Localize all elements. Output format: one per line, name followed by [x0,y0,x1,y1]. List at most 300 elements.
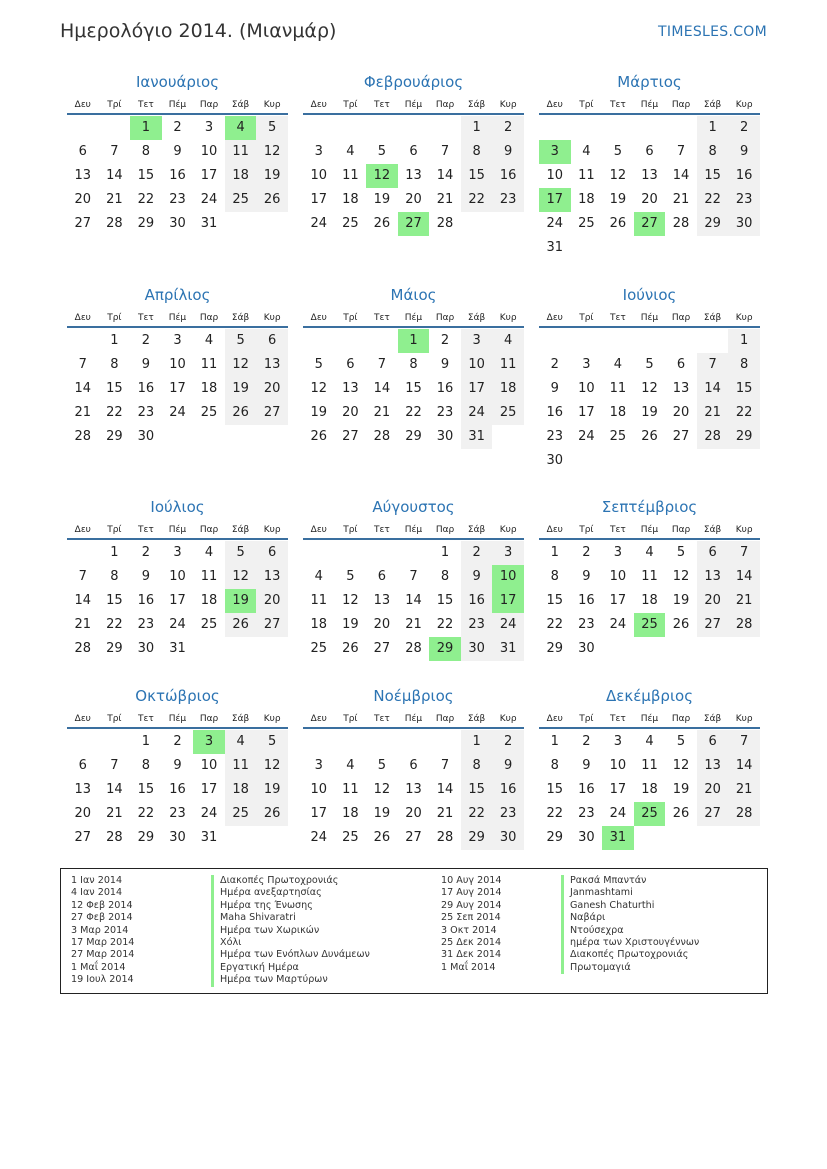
day-cell: 10 [578,381,595,396]
day-grid [67,116,288,236]
day-cell: 16 [436,381,454,396]
holiday-name: Ρακσά Μπαντάν [561,875,699,887]
holiday-date: 12 Φεβ 2014 [71,899,133,911]
day-cell: 22 [461,188,493,212]
weekday-label: Κυρ [499,525,517,535]
day-cell: 12 [310,381,328,396]
day-cell: 30 [169,830,186,845]
day-cell: 8 [461,754,493,778]
day-cell: 25 [578,216,595,231]
day-cell: 9 [440,357,450,372]
day-cell: 24 [609,806,627,821]
day-cell: 6 [409,758,418,773]
day-cell: 8 [110,569,119,584]
day-cell: 16 [578,782,595,797]
day-cell: 9 [461,565,493,589]
day-cell: 7 [377,357,387,372]
day-cell: 18 [641,782,658,797]
day-cell: 12 [342,593,359,608]
day-cell: 21 [436,806,454,821]
empty-cell [429,730,461,754]
empty-cell [665,116,697,140]
holiday-day-cell: 19 [225,589,257,613]
day-grid [303,329,524,449]
day-cell: 15 [106,381,123,396]
day-cell: 29 [546,830,564,845]
day-cell: 8 [461,140,493,164]
day-cell: 23 [169,806,186,821]
day-cell: 7 [440,144,450,159]
day-cell: 12 [225,353,257,377]
day-cell: 23 [492,802,524,826]
weekday-label: Τρί [343,100,358,110]
day-cell: 22 [436,617,454,632]
day-cell: 30 [546,453,564,468]
day-cell: 3 [461,329,493,353]
day-cell: 1 [110,333,119,348]
day-cell: 5 [676,545,686,560]
month-name: Οκτώβριος [135,687,220,705]
day-cell: 25 [342,830,359,845]
day-cell: 18 [342,806,359,821]
day-cell: 25 [200,405,218,420]
day-cell: 30 [169,216,186,231]
day-cell: 11 [225,140,257,164]
day-cell: 6 [256,541,288,565]
weekday-label: Τετ [610,525,626,535]
empty-cell [634,116,666,140]
month-name: Φεβρουάριος [363,73,464,91]
day-cell: 17 [200,168,218,183]
weekday-label: Τετ [138,714,154,724]
day-cell: 26 [225,401,257,425]
day-cell: 21 [697,401,729,425]
weekday-label: Πέμ [168,714,187,724]
weekday-label: Κυρ [263,714,281,724]
day-cell: 18 [200,593,218,608]
day-cell: 8 [697,140,729,164]
day-cell: 22 [106,617,123,632]
day-cell: 15 [546,593,564,608]
day-cell: 11 [225,754,257,778]
holiday-day-cell: 4 [225,116,257,140]
day-cell: 6 [256,329,288,353]
weekday-label: Τρί [579,714,594,724]
day-cell: 9 [582,569,591,584]
day-cell: 26 [342,641,359,656]
holiday-date: 29 Αυγ 2014 [441,899,502,911]
day-cell: 25 [225,188,257,212]
weekday-header [539,310,760,328]
day-cell: 3 [173,333,182,348]
day-cell: 26 [373,830,391,845]
day-cell: 26 [256,802,288,826]
day-cell: 26 [225,613,257,637]
weekday-label: Κυρ [263,100,281,110]
day-cell: 22 [461,802,493,826]
day-cell: 18 [578,192,595,207]
month-name: Απρίλιος [144,286,211,304]
weekday-label: Κυρ [735,525,753,535]
weekday-label: Σάβ [231,525,250,535]
day-cell: 17 [578,405,595,420]
day-cell: 5 [676,734,686,749]
holiday-name: Ganesh Chaturthi [561,900,699,912]
day-cell: 18 [310,617,328,632]
day-cell: 3 [204,120,214,135]
day-cell: 28 [74,641,92,656]
day-cell: 15 [728,377,760,401]
day-cell: 28 [106,830,123,845]
day-cell: 2 [141,333,151,348]
day-cell: 13 [697,754,729,778]
day-cell: 2 [492,730,524,754]
day-cell: 8 [440,569,450,584]
day-cell: 1 [440,545,450,560]
empty-cell [398,541,430,565]
day-cell: 1 [110,545,119,560]
day-cell: 10 [609,569,627,584]
day-cell: 19 [672,593,690,608]
day-cell: 30 [137,641,155,656]
month-calendar [303,285,524,449]
holiday-date: 27 Μαρ 2014 [71,949,135,961]
holiday-name: Ημέρα της Ένωσης [211,900,370,912]
day-cell: 15 [436,593,454,608]
weekday-label: Δευ [74,525,91,535]
day-cell: 7 [440,758,450,773]
day-cell: 30 [492,826,524,850]
weekday-label: Τετ [138,313,154,323]
day-cell: 20 [672,405,690,420]
empty-cell [303,116,335,140]
day-cell: 9 [492,754,524,778]
day-cell: 24 [546,216,564,231]
day-cell: 13 [373,593,391,608]
day-cell: 3 [492,541,524,565]
day-cell: 27 [74,830,92,845]
day-cell: 16 [137,593,155,608]
day-cell: 5 [225,541,257,565]
day-cell: 19 [225,377,257,401]
day-cell: 26 [310,429,328,444]
day-cell: 29 [697,212,729,236]
weekday-label: Τετ [374,714,390,724]
holiday-name: Πρωτομαγιά [561,962,699,974]
weekday-header [67,97,288,115]
empty-cell [67,116,99,140]
holiday-day-cell: 3 [539,140,571,164]
holiday-day-cell: 27 [398,212,430,236]
day-cell: 12 [609,168,627,183]
day-cell: 3 [314,144,323,159]
day-grid [539,541,760,661]
holiday-date: 17 Αυγ 2014 [441,887,502,899]
day-cell: 19 [672,782,690,797]
day-cell: 4 [204,333,214,348]
weekday-header [67,310,288,328]
day-cell: 24 [169,405,186,420]
weekday-label: Σάβ [703,313,722,323]
weekday-header [303,522,524,540]
weekday-label: Πέμ [168,313,187,323]
day-cell: 29 [137,216,155,231]
weekday-header [303,711,524,729]
day-cell: 9 [582,758,591,773]
weekday-header [303,310,524,328]
day-cell: 27 [672,429,690,444]
empty-cell [67,329,99,353]
weekday-label: Σάβ [231,714,250,724]
month-name: Μάιος [390,286,437,304]
day-cell: 5 [225,329,257,353]
day-cell: 8 [110,357,119,372]
empty-cell [335,541,367,565]
day-cell: 1 [697,116,729,140]
day-cell: 25 [310,641,328,656]
day-cell: 4 [492,329,524,353]
day-cell: 11 [342,782,359,797]
month-calendar [67,72,288,236]
page-title: Ημερολόγιο 2014. (Μιανμάρ) [60,20,337,42]
day-cell: 6 [697,541,729,565]
weekday-label: Τετ [138,525,154,535]
weekday-label: Δευ [74,714,91,724]
day-cell: 9 [492,140,524,164]
weekday-label: Δευ [310,100,327,110]
day-cell: 30 [461,637,493,661]
holiday-day-cell: 25 [634,613,666,637]
day-cell: 19 [310,405,328,420]
holiday-name: ημέρα των Χριστουγέννων [561,937,699,949]
weekday-label: Σάβ [703,100,722,110]
day-grid [539,730,760,850]
day-cell: 28 [405,641,422,656]
day-cell: 8 [141,758,151,773]
day-cell: 4 [346,758,355,773]
weekday-label: Δευ [310,525,327,535]
day-cell: 3 [173,545,182,560]
weekday-label: Πέμ [168,100,187,110]
day-cell: 22 [137,806,155,821]
day-cell: 6 [409,144,418,159]
weekday-label: Κυρ [263,313,281,323]
day-cell: 20 [405,192,422,207]
day-cell: 10 [169,357,186,372]
day-cell: 15 [137,168,155,183]
day-cell: 28 [436,830,454,845]
empty-cell [99,730,131,754]
day-cell: 13 [697,565,729,589]
day-cell: 3 [582,357,591,372]
day-cell: 14 [697,377,729,401]
weekday-label: Δευ [310,714,327,724]
day-cell: 3 [613,545,623,560]
empty-cell [67,541,99,565]
day-cell: 8 [550,569,559,584]
day-cell: 4 [314,569,323,584]
holiday-day-cell: 29 [429,637,461,661]
day-cell: 16 [578,593,595,608]
weekday-label: Πέμ [640,100,659,110]
day-cell: 28 [74,429,92,444]
holiday-name: Maha Shivaratri [211,912,370,924]
day-cell: 29 [106,641,123,656]
holiday-name: Ντούσεχρα [561,925,699,937]
holiday-day-cell: 1 [398,329,430,353]
day-cell: 2 [461,541,493,565]
day-cell: 23 [137,617,155,632]
holiday-date: 1 Μαΐ 2014 [441,961,496,973]
month-name: Αύγουστος [372,498,455,516]
empty-cell [303,541,335,565]
day-cell: 18 [342,192,359,207]
day-cell: 9 [141,569,151,584]
weekday-label: Παρ [199,313,219,323]
day-cell: 21 [74,617,92,632]
day-cell: 13 [641,168,658,183]
day-cell: 16 [169,782,186,797]
day-cell: 31 [169,641,186,656]
day-cell: 27 [342,429,359,444]
day-cell: 9 [728,140,760,164]
weekday-label: Τρί [579,525,594,535]
empty-cell [67,730,99,754]
day-cell: 3 [314,758,323,773]
month-calendar [539,686,760,850]
month-name: Δεκέμβριος [605,687,693,705]
day-cell: 11 [492,353,524,377]
day-cell: 19 [342,617,359,632]
weekday-header [67,522,288,540]
day-cell: 23 [546,429,564,444]
holiday-date: 1 Ιαν 2014 [71,875,123,886]
day-cell: 14 [436,168,454,183]
weekday-label: Τρί [343,313,358,323]
day-cell: 2 [173,734,182,749]
holiday-name: Ημέρα των Ενόπλων Δυνάμεων [211,949,370,961]
holiday-day-cell: 3 [193,730,225,754]
day-cell: 30 [728,212,760,236]
day-cell: 17 [310,806,328,821]
weekday-label: Πέμ [404,313,423,323]
empty-cell [539,116,571,140]
brand-link[interactable]: TIMESLES.COM [658,24,767,40]
day-cell: 26 [672,617,690,632]
day-cell: 19 [641,405,658,420]
day-cell: 15 [461,778,493,802]
day-cell: 18 [225,778,257,802]
day-grid [67,730,288,850]
day-cell: 17 [609,782,627,797]
weekday-header [539,97,760,115]
day-cell: 12 [225,565,257,589]
day-cell: 9 [173,758,182,773]
weekday-label: Πέμ [640,525,659,535]
empty-cell [665,329,697,353]
holiday-name: Janmashtami [561,887,699,899]
month-name: Ιούνιος [622,286,677,304]
day-cell: 7 [728,541,760,565]
day-cell: 15 [137,782,155,797]
day-grid [303,116,524,236]
day-cell: 6 [645,144,654,159]
day-cell: 2 [141,545,151,560]
day-cell: 28 [697,425,729,449]
weekday-label: Πέμ [404,525,423,535]
holiday-date: 3 Μαρ 2014 [71,924,129,936]
weekday-label: Παρ [671,100,691,110]
day-cell: 11 [310,593,328,608]
day-cell: 21 [728,589,760,613]
month-calendar [539,72,760,260]
day-cell: 11 [641,569,658,584]
day-cell: 16 [492,778,524,802]
day-cell: 4 [645,545,654,560]
day-cell: 4 [204,545,214,560]
day-cell: 27 [256,401,288,425]
weekday-label: Τρί [107,313,122,323]
holiday-day-cell: 17 [492,589,524,613]
day-cell: 12 [641,381,658,396]
day-cell: 14 [405,593,422,608]
empty-cell [602,116,634,140]
day-cell: 28 [728,802,760,826]
empty-cell [539,329,571,353]
day-cell: 5 [613,144,623,159]
day-cell: 29 [106,429,123,444]
day-cell: 14 [106,782,123,797]
weekday-label: Κυρ [735,313,753,323]
day-cell: 16 [728,164,760,188]
holiday-day-cell: 25 [634,802,666,826]
day-cell: 11 [609,381,627,396]
month-name: Μάρτιος [617,73,682,91]
day-cell: 24 [578,429,595,444]
day-cell: 10 [546,168,564,183]
day-cell: 19 [373,192,391,207]
day-cell: 13 [74,782,92,797]
day-cell: 31 [200,830,218,845]
day-grid [539,329,760,473]
holiday-date: 27 Φεβ 2014 [71,912,133,924]
day-cell: 14 [728,754,760,778]
day-cell: 10 [200,144,218,159]
day-cell: 13 [672,381,690,396]
weekday-label: Σάβ [231,100,250,110]
weekday-label: Δευ [546,525,563,535]
day-cell: 30 [137,429,155,444]
empty-cell [335,329,367,353]
day-cell: 18 [200,381,218,396]
day-cell: 10 [169,569,186,584]
day-cell: 12 [256,140,288,164]
day-cell: 28 [106,216,123,231]
day-cell: 18 [492,377,524,401]
day-cell: 4 [225,730,257,754]
day-cell: 27 [697,802,729,826]
day-cell: 26 [672,806,690,821]
day-cell: 31 [200,216,218,231]
holiday-day-cell: 17 [539,188,571,212]
month-name: Νοέμβριος [373,687,454,705]
day-cell: 24 [609,617,627,632]
weekday-label: Τετ [610,100,626,110]
day-cell: 20 [697,778,729,802]
day-cell: 5 [256,730,288,754]
day-cell: 21 [106,192,123,207]
empty-cell [571,329,603,353]
